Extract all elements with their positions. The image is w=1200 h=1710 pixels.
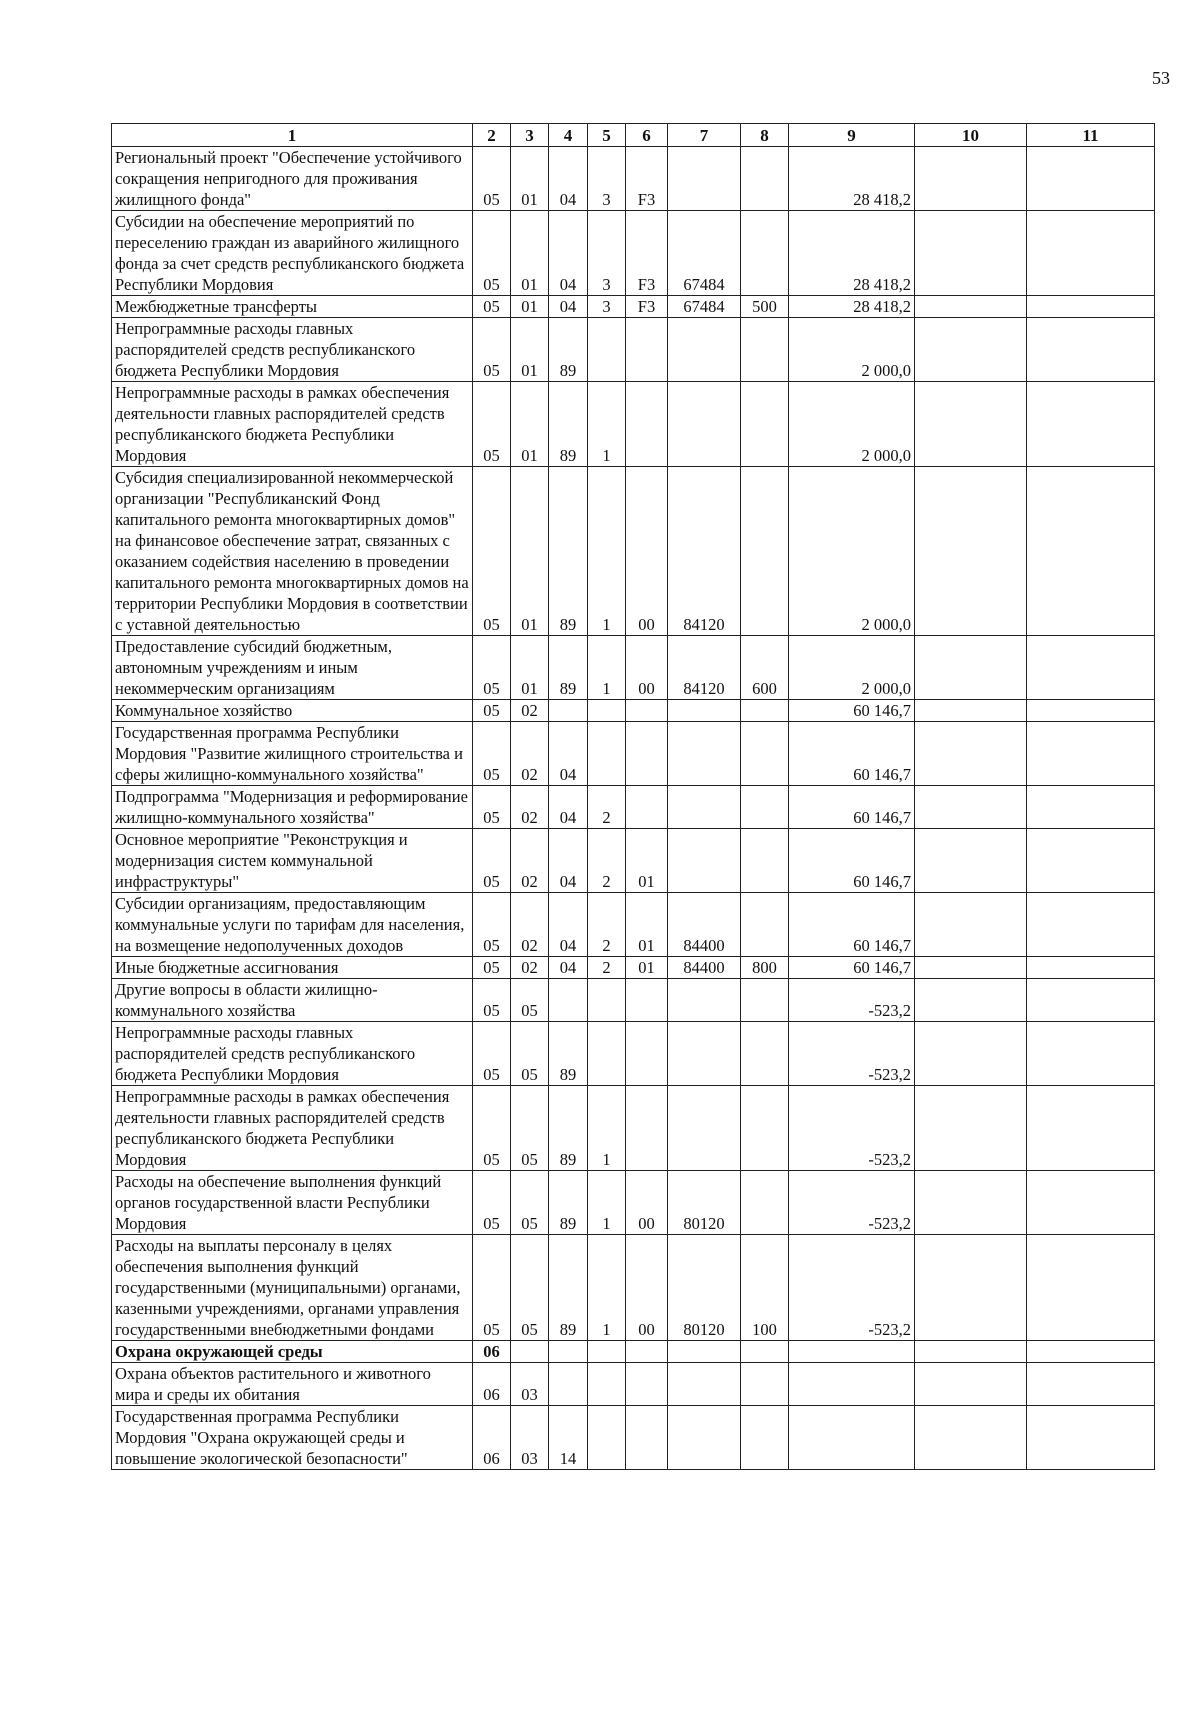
direction-code: 80120: [668, 1235, 741, 1341]
event-code: [626, 1086, 668, 1171]
col-10: [915, 1406, 1027, 1470]
amount: 2 000,0: [789, 636, 915, 700]
section-code: 05: [473, 700, 511, 722]
subprogram-code: 2: [588, 829, 626, 893]
section-code: 05: [473, 722, 511, 786]
table-row: [112, 1363, 1155, 1406]
table-row: [112, 1406, 1155, 1470]
subprogram-code: 2: [588, 893, 626, 957]
table-row: [112, 296, 1155, 318]
table-row: [112, 957, 1155, 979]
expense-type-code: [741, 700, 789, 722]
col-10: [915, 893, 1027, 957]
subsection-code: [511, 1341, 549, 1363]
table-row: [112, 1235, 1155, 1341]
event-code: [626, 1363, 668, 1406]
row-description: Субсидии на обеспечение мероприятий по переселению граждан из аварийного жилищного фонда за счет средств республиканского бюджета Республики Мордовия: [112, 211, 473, 296]
subsection-code: 02: [511, 786, 549, 829]
program-code: 89: [549, 1171, 588, 1235]
amount: 60 146,7: [789, 893, 915, 957]
row-description: Непрограммные расходы в рамках обеспечения деятельности главных распорядителей средств республиканского бюджета Республики Мордовия: [112, 382, 473, 467]
subprogram-code: [588, 1363, 626, 1406]
direction-code: 84400: [668, 957, 741, 979]
event-code: [626, 1341, 668, 1363]
col-11: [1027, 211, 1155, 296]
amount: -523,2: [789, 1022, 915, 1086]
row-description: Непрограммные расходы главных распорядителей средств республиканского бюджета Республики Мордовия: [112, 318, 473, 382]
row-description: Межбюджетные трансферты: [112, 296, 473, 318]
col-11: [1027, 1406, 1155, 1470]
subsection-code: 01: [511, 147, 549, 211]
subsection-code: 02: [511, 829, 549, 893]
row-description: Расходы на выплаты персоналу в целях обеспечения выполнения функций государственными (муниципальными) органами, казенными учреждениями, органами управления государственными внебюджетными фондами: [112, 1235, 473, 1341]
col-header-8: 8: [741, 124, 789, 147]
program-code: 89: [549, 318, 588, 382]
expense-type-code: [741, 467, 789, 636]
program-code: 04: [549, 211, 588, 296]
direction-code: 80120: [668, 1171, 741, 1235]
program-code: 04: [549, 147, 588, 211]
program-code: 89: [549, 1235, 588, 1341]
subprogram-code: 1: [588, 1086, 626, 1171]
subprogram-code: 2: [588, 957, 626, 979]
col-10: [915, 211, 1027, 296]
budget-table: [111, 123, 1155, 1470]
col-10: [915, 1086, 1027, 1171]
direction-code: [668, 318, 741, 382]
row-description: Субсидии организациям, предоставляющим коммунальные услуги по тарифам для населения, на возмещение недополученных доходов: [112, 893, 473, 957]
row-description: Расходы на обеспечение выполнения функций органов государственной власти Республики Мордовия: [112, 1171, 473, 1235]
section-code: 05: [473, 1086, 511, 1171]
event-code: [626, 1022, 668, 1086]
section-code: 05: [473, 1022, 511, 1086]
expense-type-code: [741, 318, 789, 382]
table-row: [112, 147, 1155, 211]
row-description: Основное мероприятие "Реконструкция и модернизация систем коммунальной инфраструктуры": [112, 829, 473, 893]
direction-code: [668, 786, 741, 829]
expense-type-code: [741, 1171, 789, 1235]
section-code: 05: [473, 1235, 511, 1341]
direction-code: [668, 1022, 741, 1086]
amount: 2 000,0: [789, 467, 915, 636]
col-11: [1027, 979, 1155, 1022]
expense-type-code: [741, 893, 789, 957]
event-code: F3: [626, 296, 668, 318]
table-row: [112, 700, 1155, 722]
col-header-10: 10: [915, 124, 1027, 147]
table-body: [112, 147, 1155, 1470]
subprogram-code: [588, 700, 626, 722]
event-code: F3: [626, 147, 668, 211]
section-code: 05: [473, 147, 511, 211]
expense-type-code: [741, 722, 789, 786]
expense-type-code: [741, 1022, 789, 1086]
expense-type-code: [741, 1086, 789, 1171]
subsection-code: 02: [511, 893, 549, 957]
amount: 60 146,7: [789, 700, 915, 722]
subsection-code: 01: [511, 318, 549, 382]
program-code: [549, 1341, 588, 1363]
col-10: [915, 318, 1027, 382]
table-row: [112, 636, 1155, 700]
col-10: [915, 722, 1027, 786]
program-code: [549, 1363, 588, 1406]
row-description: Коммунальное хозяйство: [112, 700, 473, 722]
program-code: 04: [549, 893, 588, 957]
expense-type-code: [741, 382, 789, 467]
col-11: [1027, 318, 1155, 382]
subprogram-code: 2: [588, 786, 626, 829]
col-11: [1027, 829, 1155, 893]
page-number: 53: [1152, 68, 1170, 88]
expense-type-code: 100: [741, 1235, 789, 1341]
direction-code: [668, 147, 741, 211]
subprogram-code: 1: [588, 467, 626, 636]
expense-type-code: [741, 1341, 789, 1363]
section-code: 06: [473, 1363, 511, 1406]
amount: 2 000,0: [789, 318, 915, 382]
subprogram-code: [588, 1341, 626, 1363]
col-11: [1027, 636, 1155, 700]
col-header-4: 4: [549, 124, 588, 147]
event-code: 01: [626, 893, 668, 957]
section-code: 05: [473, 296, 511, 318]
row-description: Субсидия специализированной некоммерческой организации "Республиканский Фонд капитального ремонта многоквартирных домов" на финансовое обеспечение затрат, связанных с оказанием содействия населению в проведении капитального ремонта многоквартирных домов на территории Республики Мордовия в соответствии с уставной деятельностью: [112, 467, 473, 636]
section-code: 05: [473, 957, 511, 979]
expense-type-code: [741, 829, 789, 893]
col-11: [1027, 700, 1155, 722]
direction-code: 84120: [668, 636, 741, 700]
event-code: 00: [626, 1171, 668, 1235]
row-description: Государственная программа Республики Мордовия "Развитие жилищного строительства и сферы жилищно-коммунального хозяйства": [112, 722, 473, 786]
expense-type-code: [741, 1363, 789, 1406]
subsection-code: 02: [511, 957, 549, 979]
section-code: 05: [473, 829, 511, 893]
col-11: [1027, 1171, 1155, 1235]
col-header-3: 3: [511, 124, 549, 147]
subprogram-code: [588, 1406, 626, 1470]
row-description: Непрограммные расходы главных распорядителей средств республиканского бюджета Республики Мордовия: [112, 1022, 473, 1086]
subsection-code: 05: [511, 1022, 549, 1086]
program-code: 89: [549, 382, 588, 467]
section-code: 05: [473, 318, 511, 382]
direction-code: 67484: [668, 296, 741, 318]
event-code: F3: [626, 211, 668, 296]
col-11: [1027, 786, 1155, 829]
subprogram-code: [588, 318, 626, 382]
program-code: [549, 979, 588, 1022]
table-row: [112, 722, 1155, 786]
col-10: [915, 1363, 1027, 1406]
row-description: Предоставление субсидий бюджетным, автономным учреждениям и иным некоммерческим организациям: [112, 636, 473, 700]
col-header-1: 1: [112, 124, 473, 147]
subprogram-code: 3: [588, 147, 626, 211]
program-code: 04: [549, 786, 588, 829]
row-description: Иные бюджетные ассигнования: [112, 957, 473, 979]
section-code: 05: [473, 1171, 511, 1235]
amount: 28 418,2: [789, 296, 915, 318]
col-10: [915, 1235, 1027, 1341]
col-11: [1027, 1235, 1155, 1341]
col-11: [1027, 1341, 1155, 1363]
col-11: [1027, 382, 1155, 467]
table-row: [112, 893, 1155, 957]
subprogram-code: 1: [588, 1171, 626, 1235]
program-code: 89: [549, 1022, 588, 1086]
col-10: [915, 147, 1027, 211]
section-code: 05: [473, 979, 511, 1022]
section-code: 05: [473, 636, 511, 700]
expense-type-code: 600: [741, 636, 789, 700]
direction-code: [668, 722, 741, 786]
subprogram-code: 1: [588, 636, 626, 700]
col-10: [915, 382, 1027, 467]
row-description: Непрограммные расходы в рамках обеспечения деятельности главных распорядителей средств республиканского бюджета Республики Мордовия: [112, 1086, 473, 1171]
program-code: 04: [549, 957, 588, 979]
col-10: [915, 786, 1027, 829]
table-row: [112, 382, 1155, 467]
amount: -523,2: [789, 1235, 915, 1341]
expense-type-code: 800: [741, 957, 789, 979]
event-code: [626, 1406, 668, 1470]
col-header-5: 5: [588, 124, 626, 147]
program-code: 04: [549, 722, 588, 786]
amount: [789, 1341, 915, 1363]
expense-type-code: [741, 786, 789, 829]
amount: [789, 1406, 915, 1470]
direction-code: [668, 1341, 741, 1363]
program-code: 89: [549, 636, 588, 700]
table-row: [112, 1341, 1155, 1363]
subsection-code: 05: [511, 1086, 549, 1171]
event-code: 01: [626, 957, 668, 979]
amount: 28 418,2: [789, 211, 915, 296]
col-11: [1027, 296, 1155, 318]
section-code: 05: [473, 211, 511, 296]
program-code: 89: [549, 1086, 588, 1171]
section-code: 06: [473, 1406, 511, 1470]
direction-code: [668, 1086, 741, 1171]
subsection-code: 01: [511, 467, 549, 636]
header-row: [112, 124, 1155, 147]
amount: 60 146,7: [789, 786, 915, 829]
amount: -523,2: [789, 1086, 915, 1171]
amount: 60 146,7: [789, 957, 915, 979]
subsection-code: 02: [511, 722, 549, 786]
amount: -523,2: [789, 979, 915, 1022]
section-code: 05: [473, 467, 511, 636]
subprogram-code: [588, 1022, 626, 1086]
program-code: 89: [549, 467, 588, 636]
event-code: 01: [626, 829, 668, 893]
section-code: 05: [473, 382, 511, 467]
col-10: [915, 957, 1027, 979]
row-description: Охрана окружающей среды: [112, 1341, 473, 1363]
col-11: [1027, 1086, 1155, 1171]
direction-code: [668, 829, 741, 893]
amount: [789, 1363, 915, 1406]
event-code: [626, 700, 668, 722]
program-code: 04: [549, 829, 588, 893]
direction-code: 84400: [668, 893, 741, 957]
subsection-code: 01: [511, 211, 549, 296]
event-code: 00: [626, 1235, 668, 1341]
event-code: [626, 979, 668, 1022]
section-code: 06: [473, 1341, 511, 1363]
event-code: [626, 786, 668, 829]
event-code: 00: [626, 636, 668, 700]
col-11: [1027, 467, 1155, 636]
table-row: [112, 1022, 1155, 1086]
col-10: [915, 700, 1027, 722]
section-code: 05: [473, 786, 511, 829]
col-header-9: 9: [789, 124, 915, 147]
row-description: Подпрограмма "Модернизация и реформирование жилищно-коммунального хозяйства": [112, 786, 473, 829]
program-code: 14: [549, 1406, 588, 1470]
subsection-code: 05: [511, 1171, 549, 1235]
col-header-11: 11: [1027, 124, 1155, 147]
col-10: [915, 979, 1027, 1022]
table-row: [112, 467, 1155, 636]
subprogram-code: 1: [588, 382, 626, 467]
subsection-code: 01: [511, 636, 549, 700]
row-description: Государственная программа Республики Мордовия "Охрана окружающей среды и повышение экологической безопасности": [112, 1406, 473, 1470]
direction-code: [668, 700, 741, 722]
event-code: [626, 318, 668, 382]
col-header-6: 6: [626, 124, 668, 147]
table-row: [112, 1086, 1155, 1171]
col-11: [1027, 147, 1155, 211]
col-10: [915, 467, 1027, 636]
expense-type-code: [741, 1406, 789, 1470]
subsection-code: 02: [511, 700, 549, 722]
subprogram-code: 3: [588, 296, 626, 318]
table-row: [112, 979, 1155, 1022]
subsection-code: 03: [511, 1363, 549, 1406]
program-code: 04: [549, 296, 588, 318]
event-code: 00: [626, 467, 668, 636]
table-row: [112, 211, 1155, 296]
row-description: Охрана объектов растительного и животного мира и среды их обитания: [112, 1363, 473, 1406]
subprogram-code: 3: [588, 211, 626, 296]
col-10: [915, 296, 1027, 318]
col-10: [915, 829, 1027, 893]
direction-code: 67484: [668, 211, 741, 296]
direction-code: [668, 382, 741, 467]
table-row: [112, 786, 1155, 829]
amount: 60 146,7: [789, 722, 915, 786]
col-11: [1027, 722, 1155, 786]
col-10: [915, 636, 1027, 700]
table-row: [112, 829, 1155, 893]
subsection-code: 01: [511, 382, 549, 467]
subsection-code: 05: [511, 979, 549, 1022]
subsection-code: 03: [511, 1406, 549, 1470]
subsection-code: 05: [511, 1235, 549, 1341]
subprogram-code: [588, 979, 626, 1022]
col-11: [1027, 1022, 1155, 1086]
table-row: [112, 318, 1155, 382]
col-10: [915, 1171, 1027, 1235]
col-11: [1027, 1363, 1155, 1406]
amount: 2 000,0: [789, 382, 915, 467]
expense-type-code: [741, 211, 789, 296]
section-code: 05: [473, 893, 511, 957]
amount: 28 418,2: [789, 147, 915, 211]
subsection-code: 01: [511, 296, 549, 318]
table-row: [112, 1171, 1155, 1235]
direction-code: [668, 1406, 741, 1470]
event-code: [626, 382, 668, 467]
expense-type-code: 500: [741, 296, 789, 318]
row-description: Региональный проект "Обеспечение устойчивого сокращения непригодного для проживания жилищного фонда": [112, 147, 473, 211]
program-code: [549, 700, 588, 722]
col-11: [1027, 893, 1155, 957]
col-header-7: 7: [668, 124, 741, 147]
subprogram-code: [588, 722, 626, 786]
col-11: [1027, 957, 1155, 979]
direction-code: [668, 1363, 741, 1406]
row-description: Другие вопросы в области жилищно-коммунального хозяйства: [112, 979, 473, 1022]
direction-code: 84120: [668, 467, 741, 636]
event-code: [626, 722, 668, 786]
expense-type-code: [741, 979, 789, 1022]
direction-code: [668, 979, 741, 1022]
col-10: [915, 1022, 1027, 1086]
amount: 60 146,7: [789, 829, 915, 893]
expense-type-code: [741, 147, 789, 211]
subprogram-code: 1: [588, 1235, 626, 1341]
col-header-2: 2: [473, 124, 511, 147]
amount: -523,2: [789, 1171, 915, 1235]
col-10: [915, 1341, 1027, 1363]
